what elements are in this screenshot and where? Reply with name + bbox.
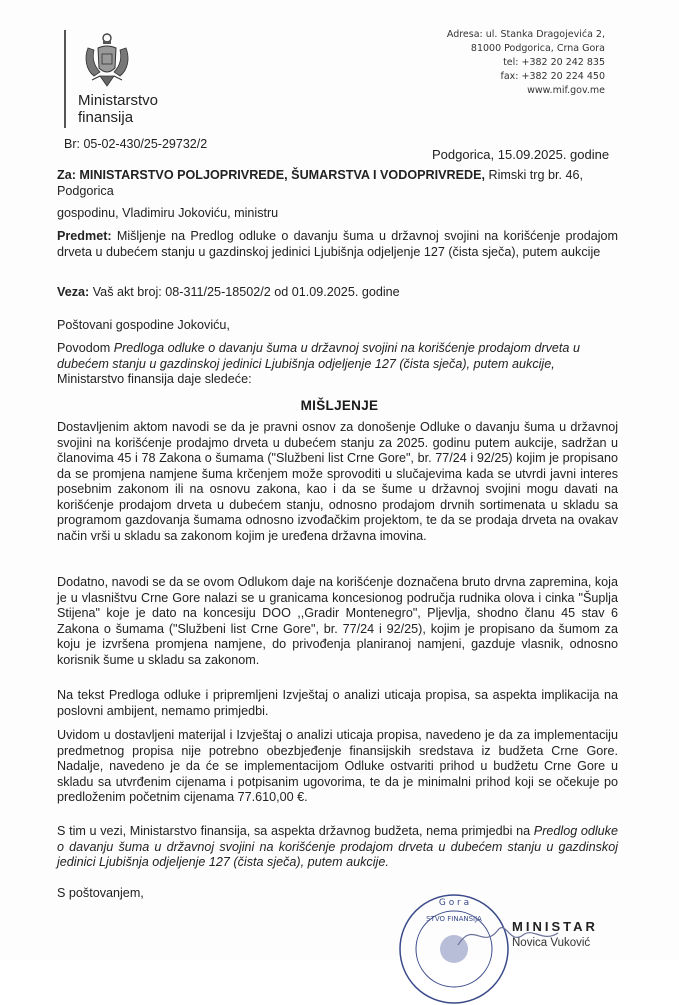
signatory-name: Novica Vuković (512, 937, 591, 949)
ministry-address: Adresa: ul. Stanka Dragojevića 2, 81000 Podgorica, Crna Gora tel: +382 20 242 835 fax: +382 20 224 450 www.mif.gov.me (446, 29, 605, 96)
ministry-logo-block (64, 30, 184, 140)
reference-block (57, 285, 618, 301)
svg-text:STVO FINANSIJA: STVO FINANSIJA (426, 915, 482, 923)
paragraph-conclusion: S tim u vezi, Ministarstvo finansija, sa aspekta državnog budžeta, nema primjedbi na Predlog odluke o davanju šuma u državnoj svojini na korišćenje prodajom drveta u dubećem stanju u gazdinskoj jedinici Ljubišnja odjeljenje 127 (čista sječa), putem aukcije. (57, 824, 618, 869)
subject-text: Mišljenje na Predlog odluke o davanju šuma u državnoj svojini na korišćenje prodajom drveta u dubećem stanju u gazdinskoj jedinici Ljubišnja odjeljenje 127 (čista sječa), putem aukcije (57, 229, 619, 259)
recipient-label: Za: (57, 168, 76, 182)
paragraph-additional: Dodatno, navodi se da se ovom Odlukom daje na korišćenje doznačena bruto drvna zapremina, koja je u vlasništvu Crne Gore nalazi se u granicama koncesionog područja rudnika olova i cinka "Šuplja Stijena" koje je dato na koncesiju DOO ,,Gradir Montenegro", Pljevlja, shodno članu 45 stav 6 Zakona o šumama ("Službeni list Crne Gore", br. 77/24 i 92/25), kojim je propisano da šumom za koju je izvršena promjena namjene, do privođenja planiranoj namjeni, gazduje vlasnik, odnosno korisnik šume u skladu sa zakonom. (57, 575, 618, 667)
salutation: Poštovani gospodine Jokoviću, (57, 318, 230, 332)
opinion-heading: MIŠLJENJE (300, 398, 379, 413)
reference-label: Veza: (57, 285, 90, 299)
addressee: gospodinu, Vladimiru Jokoviću, ministru (57, 206, 279, 220)
ministry-name: Ministarstvo finansija (78, 92, 159, 126)
paragraph-budget-impact: Uvidom u dostavljeni materijal i Izvještaj o analizi uticaja propisa, navedeno je da za implementaciju predmetnog propisa nije potrebno obezbjeđenje finansijskih sredstava iz budžeta Crne Gore. Nadalje, navedeno je da će se implementacijom Odluke ostvariti prihod u budžetu Crne Gore u skladu sa utvrđenim cijenama i potpisanim ugovorima, te da je minimalni prihod koji se očekuje po predloženim početnim cijenama 77.610,00 €. (57, 728, 618, 804)
intro-paragraph: Povodom Predloga odluke o davanju šuma u državnoj svojini na korišćenje prodajom drveta u dubećem stanju u gazdinskoj jedinici Ljubišnja odjeljenje 127 (čista sječa), putem aukcije, Ministarstvo finansija daje sledeće: (57, 341, 580, 386)
logo-divider (64, 30, 66, 128)
subject-block (57, 229, 618, 260)
coat-of-arms-icon (80, 32, 134, 92)
reference-text: Vaš akt broj: 08-311/25-18502/2 od 01.09.2025. godine (92, 285, 400, 299)
subject-label: Predmet: (57, 229, 112, 243)
letter-date: Podgorica, 15.09.2025. godine (432, 147, 610, 162)
recipient-org: MINISTARSTVO POLJOPRIVREDE, ŠUMARSTVA I VODOPRIVREDE, (79, 168, 486, 182)
recipient-address: Rimski trg br. 46, Podgorica (57, 168, 583, 198)
paragraph-legal-basis: Dostavljenim aktom navodi se da je pravni osnov za donošenje Odluke o davanju šuma u državnoj svojini na korišćenje prodajmo drveta u dubećem stanju za 2025. godinu putem aukcije, sadržan u članovima 45 i 78 Zakona o šumama ("Službeni list Crne Gore", br. 77/24 i 92/25) kojim je propisano da se promjena namjene šuma krčenjem može sprovoditi u slučajevima kada se utvrdi javni interes posebnim zakonom ili na osnovu zakona, kao i da se šume u državnoj svojini mogu davati na korišćenje prodajom drveta u dubećem stanju, odnosno prodajom drvnih sortimenata u skladu sa programom gazdovanja šumama odnosno izvođačkim projektom, te da se prodaja drveta na ovakav način vrši u skladu sa zakonom kojim je uređena državna imovina. (57, 420, 618, 543)
reference-number: Br: 05-02-430/25-29732/2 (64, 137, 208, 151)
closing: S poštovanjem, (57, 886, 144, 900)
signatory-title: MINISTAR (512, 919, 598, 934)
paragraph-no-objection: Na tekst Predloga odluke i pripremljeni Izvještaj o analizi uticaja propisa, sa aspekta implikacija na poslovni ambijent, nemamo primjedbi. (57, 688, 618, 718)
recipient-block (57, 168, 618, 199)
svg-text:G o r a: G o r a (438, 898, 470, 908)
